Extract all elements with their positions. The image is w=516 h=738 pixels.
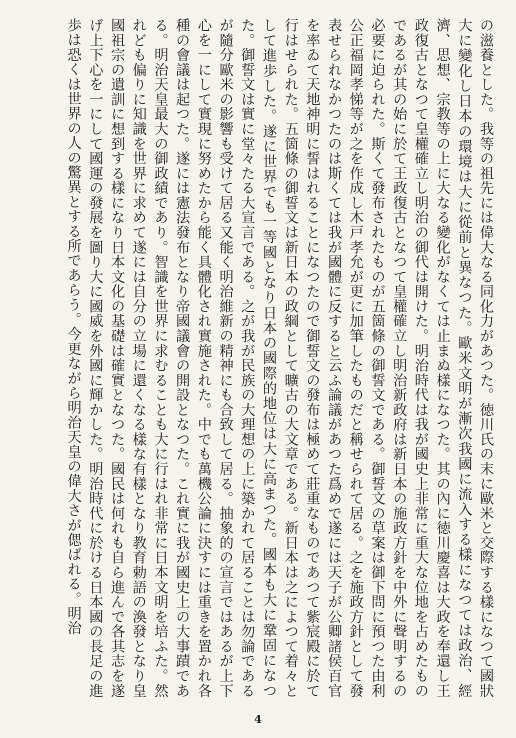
page-number: 4: [254, 713, 262, 726]
vertical-text-body: [18, 18, 496, 698]
paragraph: の滋養とした。我等の祖先には偉大なる同化力があつた。徳川氏の末に歐米と交際する樣になつて國狀大に變化し日本の環境は大に從前と異なつた。歐米文明が漸次我國に流入する樣になつては政治、經濟、思想、宗教等の上に大なる變化がなくては止まぬ樣になつた。其の內に徳川慶喜は大政を奉還し王政復古となつて皇權確立し明治の御代は開けた。明治時代は我が國史上非常に重大な位地を占めたものであるが其の始に於て王政復古となつて皇權確立し明治新政府は新日本の施政方針を中外に聲明するの必要に迫られた。斯くて發布されたものが五箇條の御誓文である。御誓文の草案は御下問に預つた由利公正福岡孝悌等が之を作成し木戸孝允が更に加筆したものだと稱せられて居る。之を施政方針として發表せられなかつたのは斯くては我が國體に反すると云ふ論議があつた爲めで遂には天子が公卿諸侯百官を率ゐて天地神明に誓はれることになつたので御誓文の發布は極めて莊重なものであつて紫宸殿に於て行はせられた。五箇條の御誓文は新日本の政綱として曠古の大文章である。新日本は之によつて着々として進歩した。遂に世界でも一等國となり日本の國際的地位は大に高まつた。國本も大に鞏固になつた。御誓文は實に堂々たる大宣言である。之が我が民族の大理想の上に築かれて居ることは勿論であるが隨分歐米の影響も受けて居る又能く明治維新の精神にも合致して居る。抽象的の宣言ではあるが上下心を一にして實現に努めたから能く具體化され實施された。中でも萬機公論に決すには重きを置かれ各種の會議は起つた。遂には憲法發布となり帝國議會の開設となつた。これ實に我が國史上の大事蹟である。明治天皇最大の御政績であり。智識を世界に求むることも大に行はれ非常に日本文明を培ふた。然れども偏りに知識を世界に求めて遂には自分の立場に還くなる樣な有樣となり教育勅語の渙發となり皇國祖宗の遺訓に想到する樣になり日本文化の基礎は確實となつた。國民は何れも自ら進んで各其志を遂げ上下心を一にして國運の發展を圖り大に國威を外國に輝かした。明治時代に於ける日本國の長足の進歩は恐くは世界の人の驚異とする所であらう。今更ながら明治天皇の偉大さが偲ばれる。明治: [65, 18, 494, 698]
